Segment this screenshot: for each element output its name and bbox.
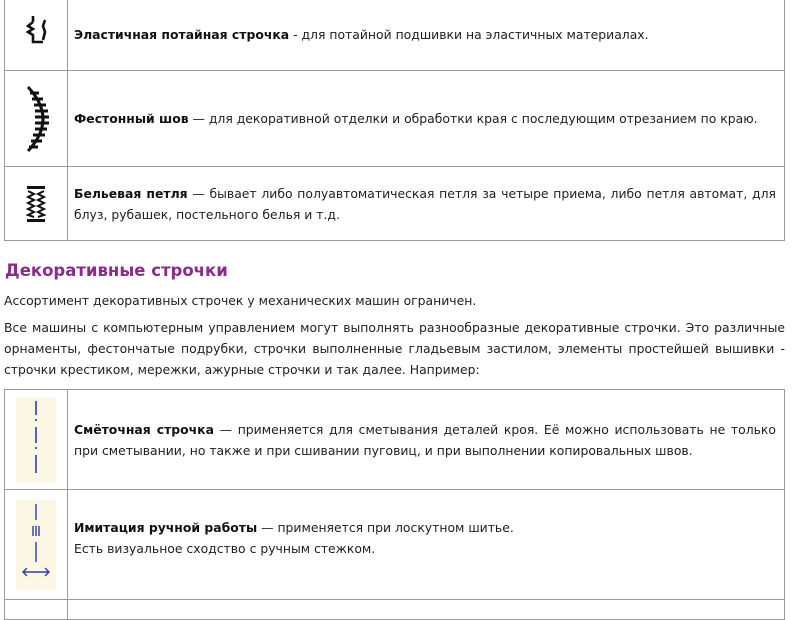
stitch-name: Смёточная строчка	[74, 421, 214, 437]
table-row	[5, 490, 785, 600]
stitch-text: для декоративной отделки и обработки края с последующим отрезанием по краю.	[208, 111, 758, 126]
stitch-description	[68, 71, 785, 167]
stitch-text: применяется для сметывания деталей кроя. Её можно использовать не только при сметывании, но также и при сшивании пуговиц, и при выполнении копировальных швов.	[74, 421, 776, 458]
stitch-description	[68, 390, 785, 490]
stitch-name: Имитация ручной работы	[74, 519, 258, 535]
buttonhole-icon	[22, 182, 50, 226]
stitch-description	[68, 600, 785, 620]
intro-paragraph: Ассортимент декоративных строчек у механических машин ограничен.	[4, 293, 477, 308]
separator: —	[187, 185, 210, 201]
table-row	[5, 390, 785, 490]
icon-cell	[5, 0, 68, 71]
table-row	[5, 600, 785, 620]
icon-cell	[5, 600, 68, 620]
separator: -	[289, 27, 302, 42]
stitch-description	[68, 167, 785, 241]
icon-swatch	[16, 500, 56, 590]
separator: —	[213, 421, 238, 437]
stitch-text: для потайной подшивки на эластичных материалах.	[301, 27, 649, 42]
stitch-table-utility	[4, 0, 785, 241]
icon-cell	[5, 390, 68, 490]
separator: —	[188, 111, 209, 126]
basting-stitch-icon	[16, 397, 56, 483]
stitch-text: бывает либо полуавтоматическая петля за четыре приема, либо петля автомат, для блуз, рубашек, постельного белья и т.д.	[74, 185, 776, 222]
hand-stitch-imitation-icon	[16, 500, 56, 590]
stitch-text: применяется при лоскутном шитье.	[277, 519, 514, 535]
icon-cell	[5, 167, 68, 241]
table-row	[5, 167, 785, 241]
stitch-name: Бельевая петля	[74, 185, 188, 201]
icon-swatch	[16, 397, 56, 483]
table-row	[5, 0, 785, 71]
table-row	[5, 71, 785, 167]
stitch-description	[68, 490, 785, 600]
stitch-description	[68, 0, 785, 71]
icon-cell	[5, 490, 68, 600]
scallop-stitch-icon	[18, 83, 54, 155]
description-paragraph: Все машины с компьютерным управлением могут выполнять разнообразные декоративные строчки. Это различные орнаменты, фестончатые подрубки, строчки выполненные гладьевым застилом, элементы простейшей вышивки - строчки крестиком, мережки, ажурные строчки и так далее. Например:	[4, 320, 785, 377]
elastic-blind-stitch-icon	[21, 12, 51, 58]
stitch-name: Эластичная потайная строчка	[74, 27, 290, 42]
stitch-text-secondary: Есть визуальное сходство с ручным стежком.	[74, 540, 376, 556]
separator: —	[257, 519, 278, 535]
stitch-table-decorative	[4, 389, 785, 620]
icon-cell	[5, 71, 68, 167]
section-heading: Декоративные строчки	[5, 261, 228, 280]
stitch-name: Фестонный шов	[74, 111, 189, 126]
